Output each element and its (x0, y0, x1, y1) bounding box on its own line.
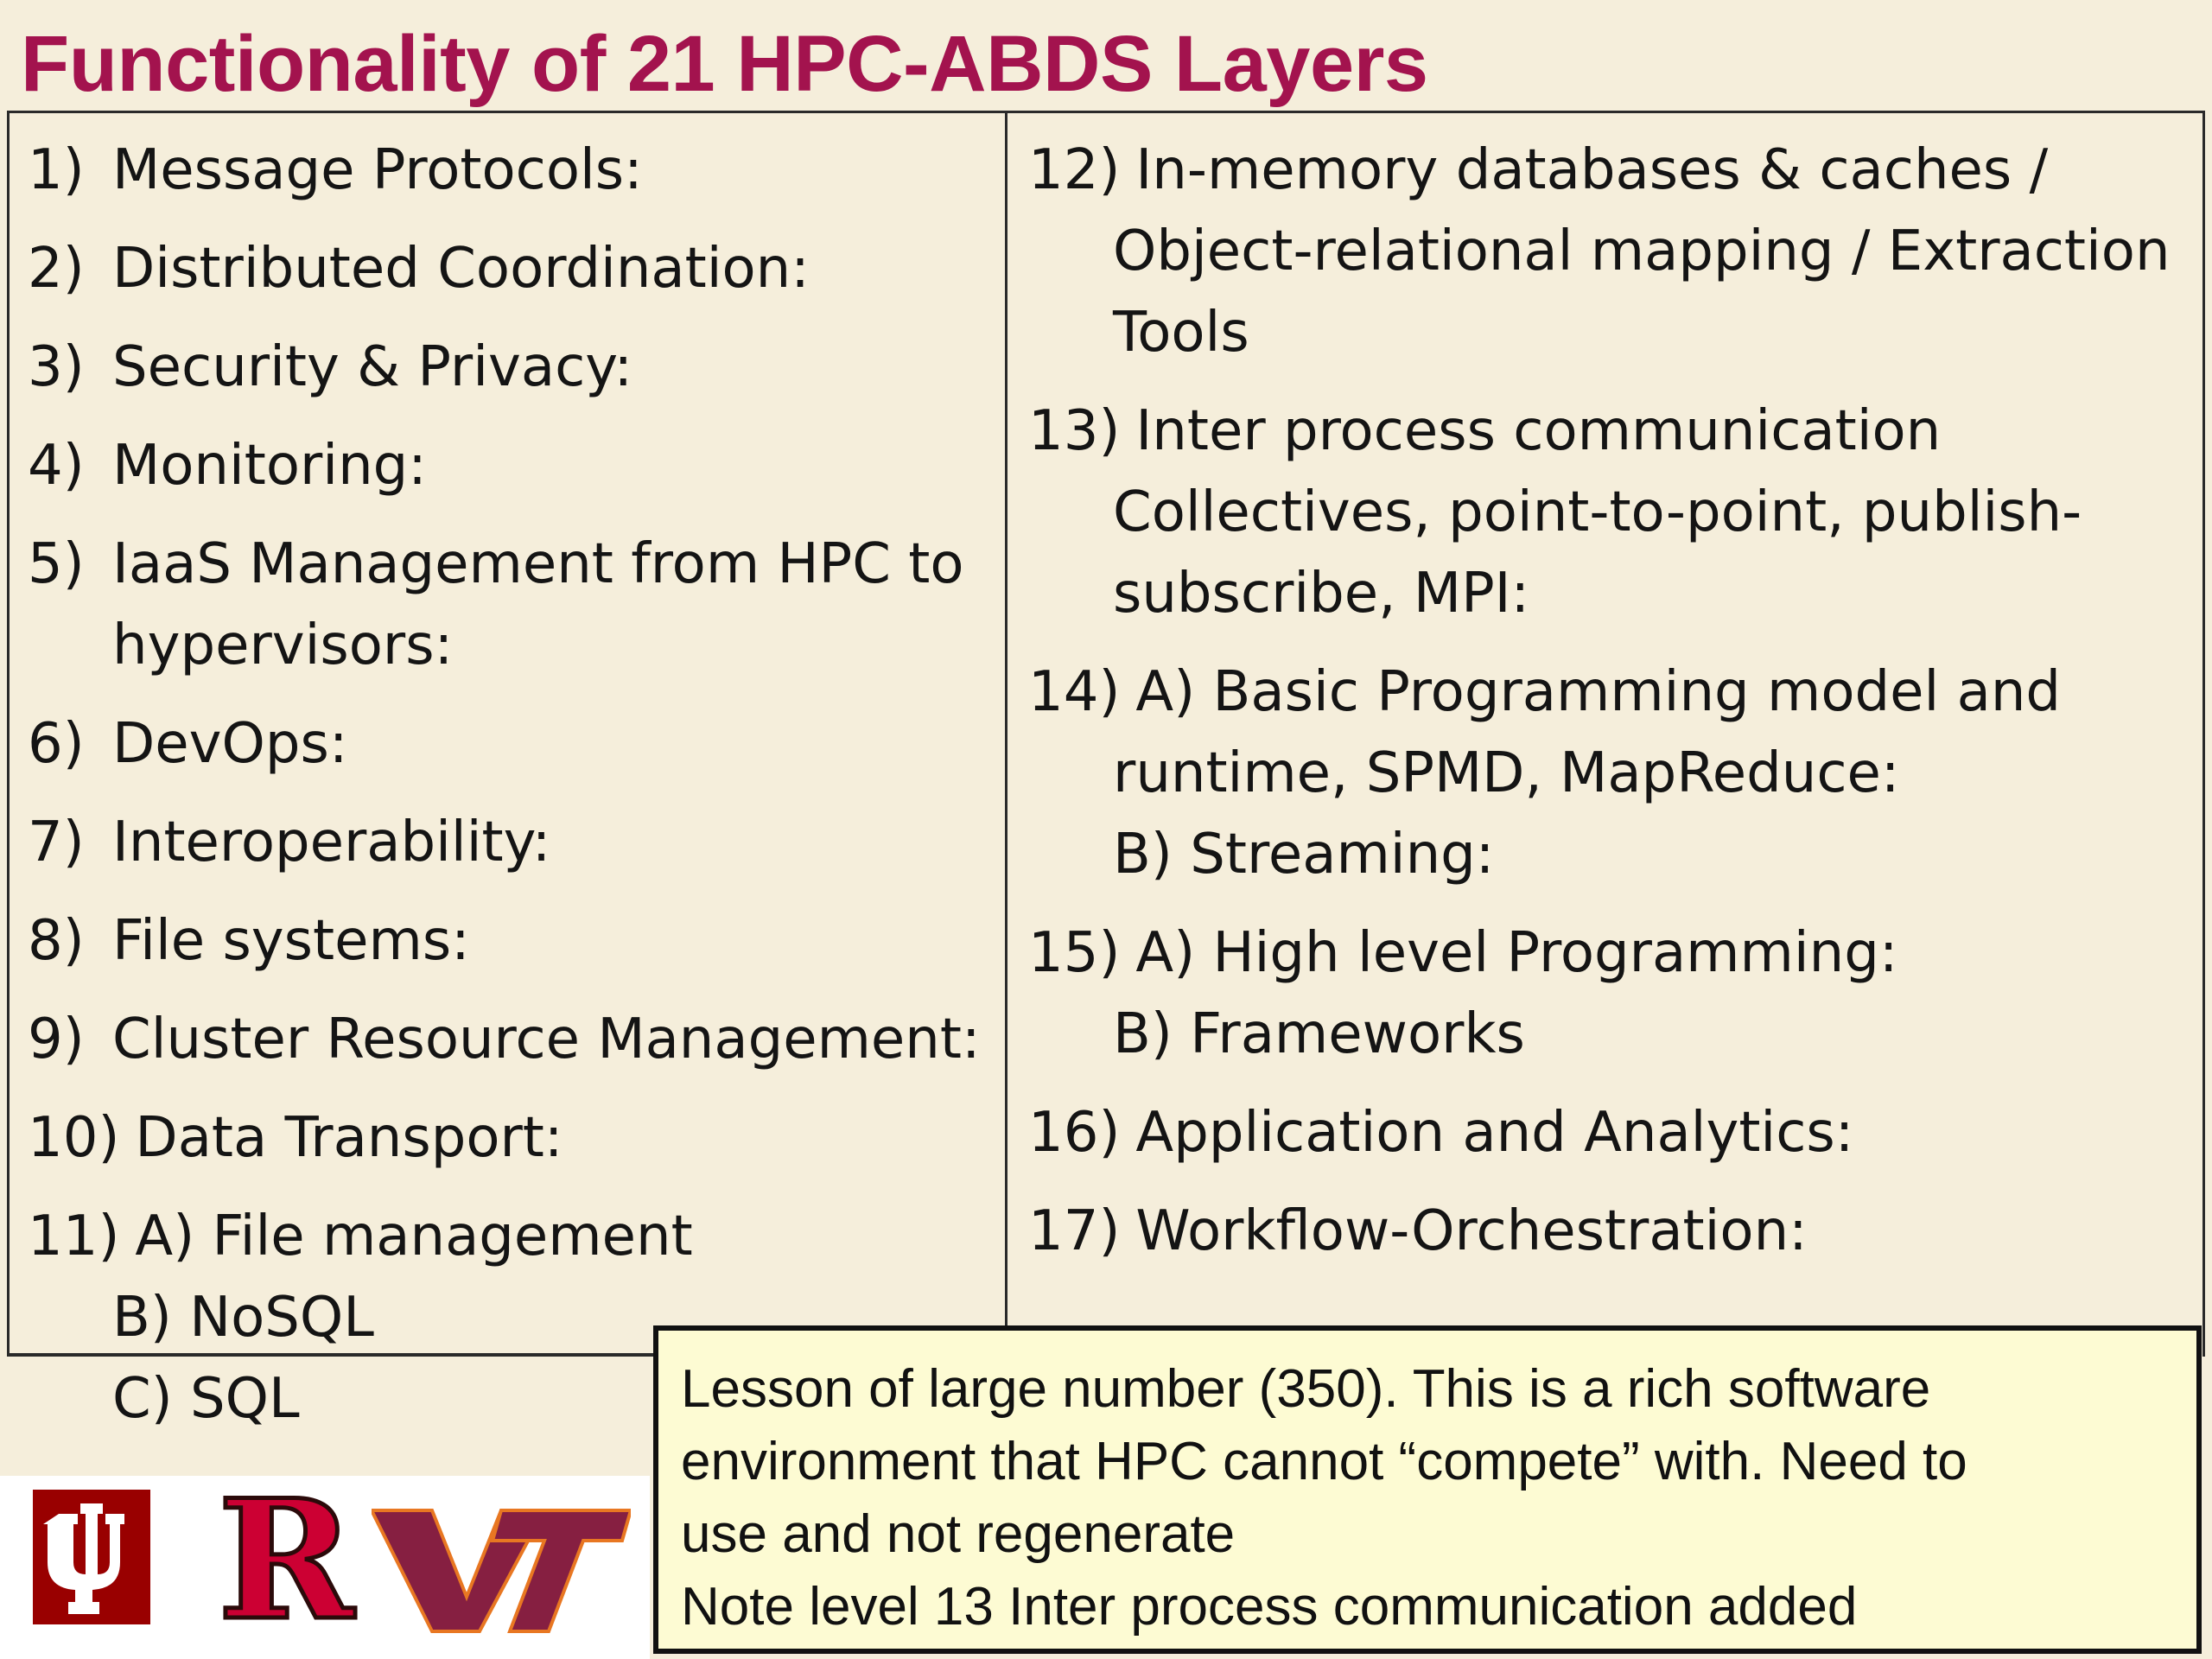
layer-label-line: Application and Analytics: (1135, 1101, 1854, 1165)
layer-label (1135, 652, 2195, 733)
layer-label-line: File systems: (112, 909, 470, 973)
layer-list-item (1028, 1191, 2195, 1272)
layer-label (1135, 130, 2195, 211)
layer-list-item (28, 703, 995, 785)
layer-label-continuation (1028, 553, 2195, 634)
layer-number: 7) (28, 810, 85, 874)
right-column-list (1028, 130, 2195, 1289)
layer-label-line: Message Protocols: (112, 138, 643, 202)
layer-label-line: Security & Privacy: (112, 335, 633, 399)
lesson-callout-box (653, 1325, 2202, 1654)
layer-label-line: A) High level Programming: (1135, 921, 1898, 985)
layer-list-item (1028, 130, 2195, 211)
layer-label-line: Object-relational mapping / Extraction (1113, 219, 2171, 283)
layer-list-item (28, 802, 995, 883)
layer-list-item (28, 1196, 995, 1277)
layer-label-line: Inter process communication (1135, 399, 1942, 463)
layer-label (112, 900, 995, 982)
layer-number: 11) (28, 1205, 120, 1268)
layer-label-continuation (1028, 994, 2195, 1075)
layer-label (112, 130, 995, 211)
layer-label-line: hypervisors: (112, 613, 454, 677)
rutgers-r-logo: R (218, 1464, 354, 1656)
layer-number: 2) (28, 237, 85, 301)
layer-list-item (28, 228, 995, 309)
layer-number: 14) (1028, 660, 1121, 724)
layer-number: 9) (28, 1007, 85, 1071)
layer-number: 15) (1028, 921, 1121, 985)
layer-label-line: Distributed Coordination: (112, 237, 810, 301)
layer-label-line: subscribe, MPI: (1113, 562, 1530, 626)
layer-number: 17) (1028, 1199, 1121, 1263)
layer-list-item (28, 999, 995, 1080)
layer-label-line: Interoperability: (112, 810, 551, 874)
layer-label (112, 524, 995, 605)
layer-label-continuation (1028, 292, 2195, 373)
layer-label (135, 1097, 995, 1179)
layer-number: 16) (1028, 1101, 1121, 1165)
layer-label (112, 802, 995, 883)
layer-number: 6) (28, 712, 85, 776)
layer-number: 8) (28, 909, 85, 973)
layer-number: 5) (28, 532, 85, 596)
layer-label (135, 1196, 995, 1277)
layer-label-continuation (1028, 472, 2195, 553)
layer-label-line: Cluster Resource Management: (112, 1007, 981, 1071)
slide-title: Functionality of 21 HPC-ABDS Layers (21, 20, 1428, 108)
layer-list-item (1028, 912, 2195, 994)
virginia-tech-logo (372, 1493, 631, 1640)
layer-number: 3) (28, 335, 85, 399)
iu-trident-logo (33, 1490, 150, 1624)
layer-label-line: In-memory databases & caches / (1135, 138, 2049, 202)
callout-line: Note level 13 Inter process communication added (681, 1577, 1858, 1637)
layer-list-item (28, 900, 995, 982)
layer-label-line: B) Streaming: (1113, 823, 1495, 887)
layer-label-line: Tools (1113, 301, 1249, 365)
layer-label-line: IaaS Management from HPC to (112, 532, 964, 596)
layer-list-item (28, 327, 995, 408)
layer-list-item (28, 425, 995, 506)
layer-number: 10) (28, 1106, 120, 1170)
layer-label (1135, 391, 2195, 472)
layer-number: 4) (28, 434, 85, 498)
layer-label-line: Workflow-Orchestration: (1135, 1199, 1808, 1263)
layer-label (112, 327, 995, 408)
layer-list-item (1028, 1092, 2195, 1173)
callout-line: use and not regenerate (681, 1504, 1236, 1564)
layer-list-item (28, 524, 995, 605)
layer-list-item (28, 130, 995, 211)
layer-label-line: B) Frameworks (1113, 1002, 1525, 1066)
layer-label-continuation (1028, 733, 2195, 814)
layer-label-line: B) NoSQL (112, 1286, 374, 1350)
layer-label (1135, 1191, 2195, 1272)
layer-label-line: C) SQL (112, 1367, 300, 1431)
layer-label (112, 228, 995, 309)
layer-label-line: Data Transport: (135, 1106, 563, 1170)
layer-list-item (1028, 391, 2195, 472)
layer-number: 1) (28, 138, 85, 202)
layer-list-item (1028, 652, 2195, 733)
layer-label-line: A) Basic Programming model and (1135, 660, 2061, 724)
layer-label-line: A) File management (135, 1205, 693, 1268)
layer-number: 12) (1028, 138, 1121, 202)
layer-number: 13) (1028, 399, 1121, 463)
layer-label-continuation (1028, 211, 2195, 292)
left-column-list (28, 130, 995, 1457)
callout-line: environment that HPC cannot “compete” with. Need to (681, 1432, 1967, 1491)
layer-label-line: Monitoring: (112, 434, 427, 498)
layer-label-line: runtime, SPMD, MapReduce: (1113, 741, 1900, 805)
column-divider (1005, 111, 1007, 1329)
layer-label (112, 999, 995, 1080)
layer-label-line: DevOps: (112, 712, 348, 776)
layer-label-line: Collectives, point-to-point, publish- (1113, 480, 2082, 544)
layer-label (112, 703, 995, 785)
layer-label (112, 425, 995, 506)
layer-label (1135, 1092, 2195, 1173)
layer-label-continuation (1028, 814, 2195, 895)
layer-list-item (28, 1097, 995, 1179)
callout-line: Lesson of large number (350). This is a rich software (681, 1359, 1931, 1419)
layer-label (1135, 912, 2195, 994)
layer-label-continuation (28, 605, 995, 686)
